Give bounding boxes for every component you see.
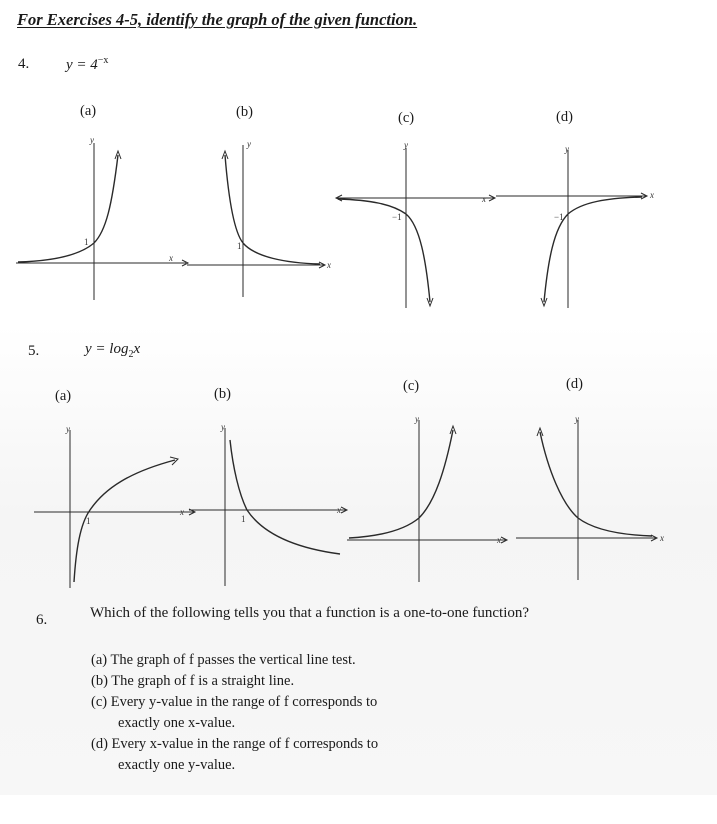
choice-a[interactable] [91, 650, 378, 671]
exercise-6-question: Which of the following tells you that a function is a one-to-one function? [90, 605, 530, 621]
x-label: x [650, 190, 654, 200]
ex4-label-d: (d) [556, 109, 573, 125]
ex4-graph-a[interactable] [14, 135, 189, 305]
exercise-4-function [66, 55, 108, 74]
curve [230, 440, 340, 554]
y-label: y [404, 140, 408, 150]
tick-label-1: 1 [241, 514, 246, 524]
choice-a-line-1: (a) The graph of f passes the vertical line test. [91, 652, 356, 668]
ex4-label-a: (a) [80, 103, 97, 119]
tick-label-neg1: −1 [392, 212, 402, 222]
x-label: x [497, 535, 501, 545]
ex5-graph-a[interactable] [30, 420, 210, 590]
ex5-graph-d[interactable] [512, 410, 682, 585]
x-label: x [660, 533, 664, 543]
curve [18, 155, 118, 262]
exercise-6-choices [91, 650, 378, 776]
y-label: y [575, 414, 579, 424]
exercise-4-function-exponent: −x [97, 55, 109, 66]
exercise-5-function-name: y = log [85, 341, 129, 357]
exercise-4-function-base: y = 4 [66, 57, 98, 73]
x-label: x [337, 505, 341, 515]
choice-c-line-2: exactly one x-value. [118, 715, 236, 731]
exercise-5-function-arg: x [133, 341, 141, 357]
ex5-label-d: (d) [566, 376, 583, 392]
tick-label-1: 1 [237, 241, 242, 251]
exercise-5-function [85, 341, 140, 360]
x-label: x [180, 507, 184, 517]
exercise-6-number: 6. [36, 612, 48, 628]
choice-b[interactable] [91, 671, 378, 692]
y-label: y [221, 422, 225, 432]
x-label: x [327, 260, 331, 270]
tick-label-1: 1 [84, 237, 89, 247]
ex5-graph-c[interactable] [345, 410, 515, 585]
choice-c-line-1: (c) Every y-value in the range of f corresponds to [91, 694, 378, 710]
curve [338, 199, 430, 302]
exercise-5-function-base: 2 [128, 349, 134, 360]
exercise-5-number: 5. [28, 343, 40, 359]
ex4-label-c: (c) [398, 110, 415, 126]
choice-c[interactable] [91, 692, 378, 734]
y-label: y [565, 144, 569, 154]
ex4-label-b: (b) [236, 104, 253, 120]
y-label: y [247, 139, 251, 149]
curve [349, 430, 453, 538]
ex4-graph-c[interactable] [330, 140, 505, 310]
choice-d-line-2: exactly one y-value. [118, 757, 236, 773]
exercise-4-number: 4. [18, 56, 30, 72]
ex5-label-a: (a) [55, 388, 72, 404]
y-label: y [90, 135, 94, 145]
y-label: y [415, 414, 419, 424]
tick-label-neg1: −1 [554, 212, 564, 222]
y-label: y [66, 424, 70, 434]
x-label: x [169, 253, 173, 263]
ex4-graph-d[interactable] [492, 140, 662, 310]
choice-d-line-1: (d) Every x-value in the range of f corresponds to [91, 736, 379, 752]
section-title: For Exercises 4-5, identify the graph of the given function. [17, 10, 418, 29]
curve [540, 432, 652, 536]
choice-d[interactable] [91, 734, 378, 776]
ex5-label-b: (b) [214, 386, 231, 402]
tick-label-1: 1 [86, 516, 91, 526]
ex4-graph-b[interactable] [185, 135, 345, 300]
ex5-graph-b[interactable] [185, 418, 365, 588]
x-label: x [482, 194, 486, 204]
choice-b-line-1: (b) The graph of f is a straight line. [91, 673, 295, 689]
ex5-label-c: (c) [403, 378, 420, 394]
